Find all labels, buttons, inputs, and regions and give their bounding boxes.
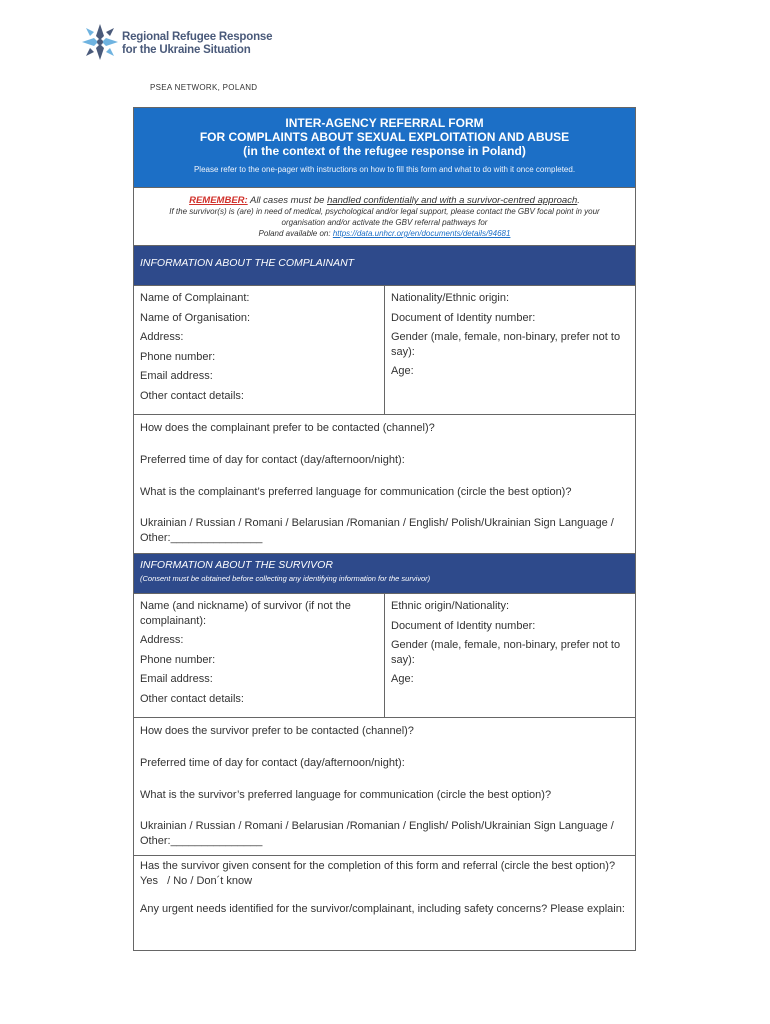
q-survivor-language[interactable]: What is the survivor’s preferred language for communication (circle the best option)?: [140, 789, 552, 801]
q-survivor-time[interactable]: Preferred time of day for contact (day/afternoon/night):: [140, 757, 405, 769]
remember-underlined: handled confidentially and with a survivor-centred approach: [327, 195, 578, 206]
consent-options[interactable]: Yes / No / Don´t know: [140, 875, 253, 887]
field-name-of-organisation[interactable]: Name of Organisation:: [140, 311, 251, 324]
field-other-contact-details[interactable]: Other contact details:: [140, 389, 244, 402]
field-gender[interactable]: Gender (male, female, non-binary, prefer not to say):: [391, 331, 621, 358]
field-survivor-gender[interactable]: Gender (male, female, non-binary, prefer not to say):: [391, 639, 621, 666]
survivor-right-fields: [385, 593, 635, 717]
logo-title-line1: Regional Refugee Response: [122, 31, 273, 43]
complainant-right-fields: [385, 285, 635, 414]
q-complainant-channel[interactable]: How does the complainant prefer to be contacted (channel)?: [140, 422, 435, 434]
logo-subtitle: PSEA NETWORK, POLAND: [150, 83, 258, 92]
remember-text-after: .: [577, 195, 580, 206]
field-survivor-other-contact[interactable]: Other contact details:: [140, 692, 244, 705]
complainant-contact-preferences: [134, 414, 635, 553]
survivor-section-subtitle: (Consent must be obtained before collecting any identifying information for the survivor): [140, 574, 431, 583]
field-survivor-identity-document[interactable]: Document of Identity number:: [391, 619, 536, 632]
consent-section: [134, 855, 635, 950]
remember-line4-prefix: Poland available on:: [258, 229, 333, 238]
form-title-line1: INTER-AGENCY REFERRAL FORM: [285, 116, 484, 130]
field-survivor-address[interactable]: Address:: [140, 634, 184, 646]
survivor-section-title: INFORMATION ABOUT THE SURVIVOR: [140, 559, 333, 571]
referral-form: [133, 107, 636, 951]
survivor-language-options[interactable]: Ukrainian / Russian / Romani / Belarusian /Romanian / English/ Polish/Ukrainian Sign Language / Other:_______________: [140, 820, 614, 847]
survivor-contact-preferences: [134, 717, 635, 855]
complainant-left-fields: [134, 285, 384, 414]
remember-line2: If the survivor(s) is (are) in need of medical, psychological and/or legal support, please contact the GBV focal point in your: [169, 207, 600, 216]
gbv-pathways-link[interactable]: https://data.unhcr.org/en/documents/details/94681: [332, 229, 511, 238]
field-name-of-complainant[interactable]: Name of Complainant:: [140, 292, 250, 304]
logo-title: [122, 31, 272, 57]
q-survivor-channel[interactable]: How does the survivor prefer to be contacted (channel)?: [140, 725, 414, 737]
remember-line4: [134, 228, 635, 239]
remember-keyword: REMEMBER:: [189, 195, 248, 206]
q-complainant-time[interactable]: Preferred time of day for contact (day/afternoon/night):: [140, 454, 405, 466]
form-title-line2: FOR COMPLAINTS ABOUT SEXUAL EXPLOITATION AND ABUSE: [199, 130, 570, 144]
field-identity-document[interactable]: Document of Identity number:: [391, 311, 536, 324]
field-address[interactable]: Address:: [140, 331, 184, 343]
field-age[interactable]: Age:: [391, 365, 414, 377]
complainant-section-header: [134, 245, 635, 285]
field-survivor-ethnic-origin[interactable]: Ethnic origin/Nationality:: [391, 600, 510, 612]
field-survivor-email[interactable]: Email address:: [140, 673, 213, 685]
complainant-language-options[interactable]: Ukrainian / Russian / Romani / Belarusian /Romanian / English/ Polish/Ukrainian Sign Language / Other:_______________: [140, 517, 614, 544]
form-instructions-note: Please refer to the one-pager with instructions on how to fill this form and what to do with it once completed.: [193, 165, 576, 174]
field-nationality[interactable]: Nationality/Ethnic origin:: [391, 292, 510, 304]
remember-line1: [134, 195, 635, 206]
field-survivor-age[interactable]: Age:: [391, 673, 414, 685]
remember-text-before: All cases must be: [247, 195, 328, 206]
logo: [80, 22, 280, 92]
field-phone-number[interactable]: Phone number:: [140, 350, 216, 363]
field-email-address[interactable]: Email address:: [140, 370, 213, 382]
q-urgent-needs[interactable]: Any urgent needs identified for the survivor/complainant, including safety concerns? Please explain:: [140, 903, 625, 915]
field-survivor-phone[interactable]: Phone number:: [140, 653, 216, 666]
refugee-response-logo-icon: [80, 22, 120, 62]
q-complainant-language[interactable]: What is the complainant’s preferred language for communication (circle the best option)?: [140, 486, 572, 498]
complainant-section-title: INFORMATION ABOUT THE COMPLAINANT: [140, 257, 355, 269]
survivor-left-fields: [134, 593, 384, 717]
field-survivor-name[interactable]: Name (and nickname) of survivor (if not the complainant):: [140, 600, 351, 627]
remember-line3: organisation and/or activate the GBV referral pathways for: [281, 218, 488, 227]
q-survivor-consent[interactable]: Has the survivor given consent for the completion of this form and referral (circle the best option)?: [140, 860, 616, 872]
survivor-section-header: [134, 553, 635, 593]
form-header: [134, 108, 635, 187]
logo-title-line2: for the Ukraine Situation: [122, 44, 251, 56]
remember-box: [134, 187, 635, 246]
form-title-line3: (in the context of the refugee response in Poland): [243, 144, 526, 158]
